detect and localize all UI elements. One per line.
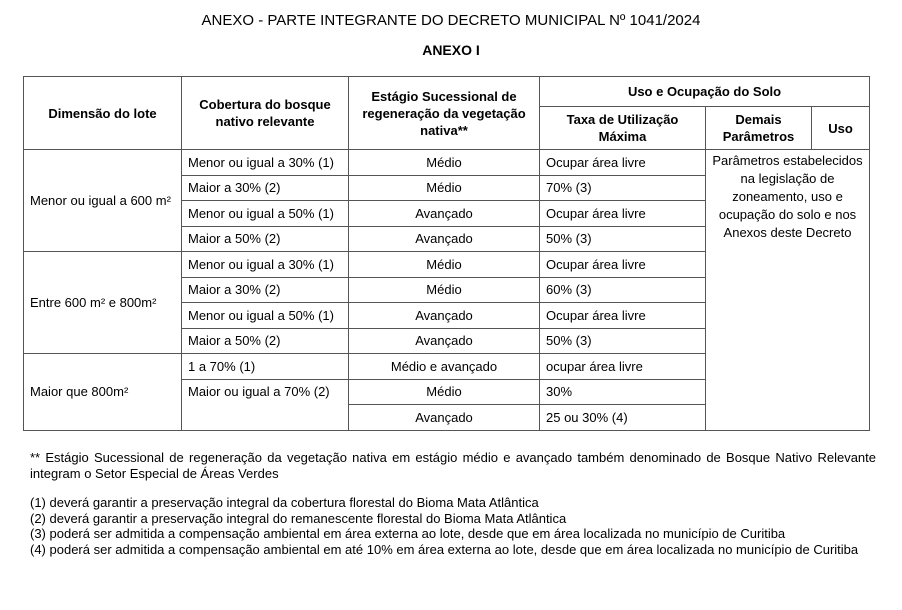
taxa-cell: 25 ou 30% (4) — [540, 405, 706, 431]
cobertura-cell: Maior ou igual a 70% (2) — [182, 379, 349, 430]
header-cobertura: Cobertura do bosque nativo relevante — [182, 77, 349, 150]
lot-dimension-cell: Menor ou igual a 600 m² — [24, 150, 182, 252]
header-row-1 — [24, 77, 870, 107]
cobertura-cell: Maior a 30% (2) — [182, 175, 349, 201]
estagio-cell: Médio — [349, 379, 540, 405]
cobertura-cell: Maior a 50% (2) — [182, 226, 349, 252]
footnote-item: (1) deverá garantir a preservação integral da cobertura florestal do Bioma Mata Atlântica — [30, 495, 539, 510]
footnote-star: ** Estágio Sucessional de regeneração da vegetação nativa em estágio médio e avançado também denominado de Bosque Nativo Relevante integram o Setor Especial de Áreas Verdes — [30, 450, 876, 481]
cobertura-cell: Menor ou igual a 50% (1) — [182, 303, 349, 329]
estagio-cell: Avançado — [349, 201, 540, 227]
cobertura-cell: Menor ou igual a 30% (1) — [182, 150, 349, 176]
header-dimensao: Dimensão do lote — [24, 77, 182, 150]
table-row — [24, 150, 870, 176]
footnote-list — [30, 495, 876, 557]
estagio-cell: Avançado — [349, 328, 540, 354]
taxa-cell: 30% — [540, 379, 706, 405]
estagio-cell: Médio — [349, 175, 540, 201]
cobertura-cell: Menor ou igual a 50% (1) — [182, 201, 349, 227]
estagio-cell: Médio — [349, 252, 540, 278]
taxa-cell: 70% (3) — [540, 175, 706, 201]
estagio-cell: Médio — [349, 150, 540, 176]
estagio-cell: Avançado — [349, 303, 540, 329]
footnote-item: (3) poderá ser admitida a compensação ambiental em área externa ao lote, desde que em área localizada no município de Curitiba — [30, 526, 786, 541]
lot-dimension-cell: Entre 600 m² e 800m² — [24, 252, 182, 354]
cobertura-cell: Menor ou igual a 30% (1) — [182, 252, 349, 278]
estagio-cell: Médio — [349, 277, 540, 303]
header-uso: Uso — [812, 107, 870, 150]
demais-parametros-cell: Parâmetros estabelecidos na legislação de zoneamento, uso e ocupação do solo e nos Anexos deste Decreto — [706, 150, 870, 431]
header-demais: Demais Parâmetros — [706, 107, 812, 150]
taxa-cell: Ocupar área livre — [540, 252, 706, 278]
taxa-cell: 60% (3) — [540, 277, 706, 303]
annex-table — [23, 76, 870, 431]
cobertura-cell: 1 a 70% (1) — [182, 354, 349, 380]
estagio-cell: Avançado — [349, 226, 540, 252]
taxa-cell: Ocupar área livre — [540, 303, 706, 329]
estagio-cell: Avançado — [349, 405, 540, 431]
footnote-item: (2) deverá garantir a preservação integral do remanescente florestal do Bioma Mata Atlântica — [30, 510, 567, 526]
estagio-cell: Médio e avançado — [349, 354, 540, 380]
header-taxa: Taxa de Utilização Máxima — [540, 107, 706, 150]
taxa-cell: Ocupar área livre — [540, 150, 706, 176]
cobertura-cell: Maior a 30% (2) — [182, 277, 349, 303]
annex-subtitle: ANEXO I — [422, 42, 480, 58]
taxa-cell: 50% (3) — [540, 328, 706, 354]
cobertura-cell: Maior a 50% (2) — [182, 328, 349, 354]
header-uso-ocupacao: Uso e Ocupação do Solo — [540, 77, 870, 107]
taxa-cell: 50% (3) — [540, 226, 706, 252]
footnote-item: (4) poderá ser admitida a compensação ambiental em até 10% em área externa ao lote, desde que em área localizada no município de Curitiba — [30, 541, 859, 557]
lot-dimension-cell: Maior que 800m² — [24, 354, 182, 431]
header-estagio: Estágio Sucessional de regeneração da vegetação nativa** — [349, 77, 540, 150]
taxa-cell: ocupar área livre — [540, 354, 706, 380]
document-title: ANEXO - PARTE INTEGRANTE DO DECRETO MUNICIPAL Nº 1041/2024 — [201, 12, 701, 29]
taxa-cell: Ocupar área livre — [540, 201, 706, 227]
